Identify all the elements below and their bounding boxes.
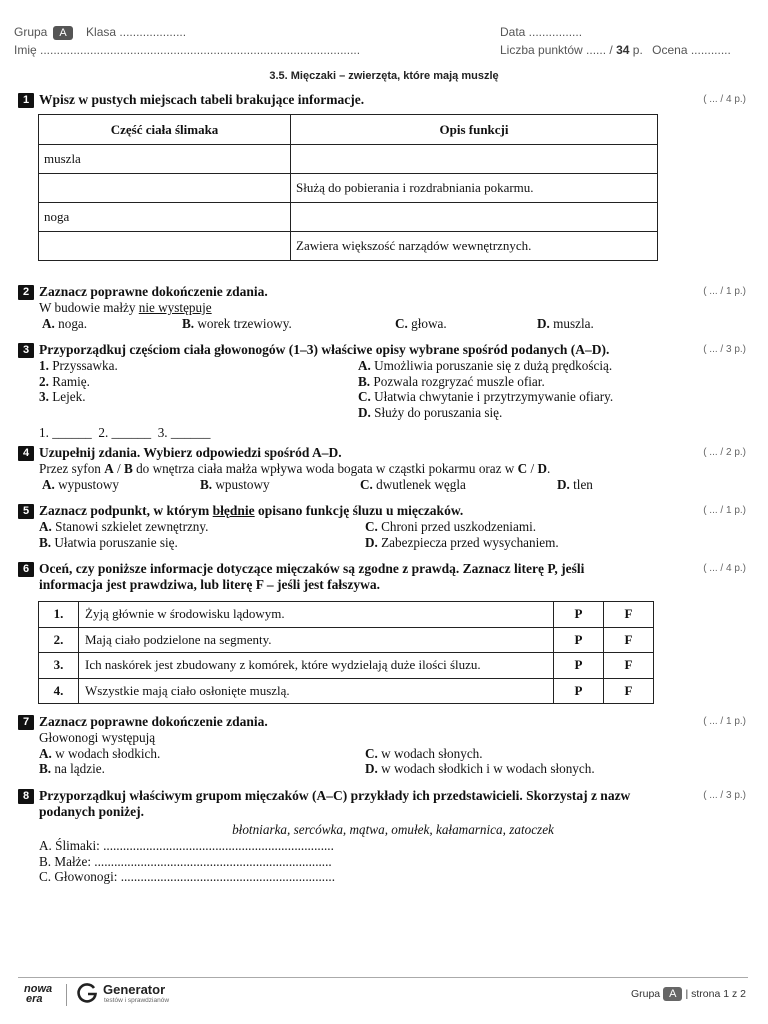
task-stem [39, 300, 748, 316]
task-stem: Głowonogi występują [39, 730, 156, 745]
option-b: B. wpustowy [200, 476, 270, 492]
false-option[interactable]: F [604, 653, 654, 679]
stem-underlined: nie występuje [138, 300, 212, 315]
table-row [39, 678, 654, 704]
option-d[interactable]: D. muszla. [537, 315, 594, 331]
task-points: ( ... / 2 p.) [703, 447, 746, 458]
task-points: ( ... / 3 p.) [703, 344, 746, 355]
task-number: 6 [18, 562, 34, 577]
table-row [39, 145, 658, 174]
choice-c[interactable]: C [517, 461, 528, 476]
true-option[interactable]: P [554, 678, 604, 704]
row-number: 1. [39, 602, 79, 628]
option-a[interactable]: A. w wodach słodkich. [39, 745, 161, 761]
options-row [39, 535, 748, 551]
task-instruction: Oceń, czy poniższe informacje dotyczące mięczaków są zgodne z prawdą. Zaznacz literę P, jeśli informacja jest prawdziwa, lub literę F – jeśli jest fałszywa. [39, 561, 585, 592]
table-cell: noga [39, 203, 291, 232]
snail-parts-table [38, 114, 658, 261]
matching-row [39, 374, 748, 390]
task-number: 7 [18, 715, 34, 730]
nowa-era-logo: nowa era [24, 983, 53, 1005]
options-row [39, 761, 748, 777]
false-option[interactable]: F [604, 678, 654, 704]
part-item: 2. Ramię. [39, 373, 90, 389]
task-points: ( ... / 1 p.) [703, 505, 746, 516]
task-8 [18, 788, 748, 885]
answer-cell[interactable] [291, 145, 658, 174]
row-number: 4. [39, 678, 79, 704]
task-points: ( ... / 4 p.) [703, 94, 746, 105]
task-instruction: Przyporządkuj właściwym grupom mięczaków (A–C) przykłady ich przedstawicieli. Skorzystaj z nazw podanych poniżej. [39, 788, 631, 819]
options-row [39, 746, 748, 762]
table-cell: Zawiera większość narządów wewnętrznych. [291, 232, 658, 261]
page-title: 3.5. Mięczaki – zwierzęta, które mają muszlę [269, 70, 499, 82]
task-3 [18, 342, 748, 441]
table-row [39, 627, 654, 653]
table-row [39, 602, 654, 628]
points-field [500, 43, 731, 57]
points-total: 34 [616, 43, 630, 57]
option-b[interactable]: B. na lądzie. [39, 761, 105, 776]
option-a: A. wypustowy [42, 476, 119, 492]
task-2 [18, 284, 748, 331]
false-option[interactable]: F [604, 627, 654, 653]
answer-line-c[interactable]: C. Głowonogi: ................................................................. [39, 869, 335, 884]
statement: Żyją głównie w środowisku lądowym. [79, 602, 554, 628]
task-number: 1 [18, 93, 34, 108]
description-item: D. Służy do poruszania się. [358, 404, 503, 420]
task-1 [18, 92, 748, 108]
task-points: ( ... / 3 p.) [703, 790, 746, 801]
task-number: 2 [18, 285, 34, 300]
group-field [14, 25, 186, 40]
option-b[interactable]: B. worek trzewiowy. [182, 315, 292, 331]
table-header: Część ciała ślimaka [39, 115, 291, 145]
option-a[interactable]: A. noga. [42, 315, 88, 331]
table-cell: Służą do pobierania i rozdrabniania pokarmu. [291, 174, 658, 203]
false-option[interactable]: F [604, 602, 654, 628]
footer-divider [18, 977, 748, 978]
part-item: 3. Lejek. [39, 389, 86, 404]
table-row [39, 174, 658, 203]
choice-b[interactable]: B [123, 461, 133, 476]
answer-line-b[interactable]: B. Małże: ........................................................................ [39, 853, 332, 869]
group-badge: A [53, 26, 72, 40]
footer-group-badge: A [663, 987, 682, 1001]
true-option[interactable]: P [554, 627, 604, 653]
table-header: Opis funkcji [291, 115, 658, 145]
task-6 [18, 561, 748, 593]
points-suffix: p. [632, 43, 643, 57]
row-number: 2. [39, 627, 79, 653]
table-row [39, 232, 658, 261]
task-5 [18, 503, 748, 550]
choice-a[interactable]: A [104, 461, 114, 476]
option-b[interactable]: B. Ułatwia poruszanie się. [39, 534, 178, 550]
task-number: 5 [18, 504, 34, 519]
task-4 [18, 445, 748, 492]
task-instruction: Przyporządkuj częściom ciała głowonogów (1–3) właściwe opisy wybrane spośród podanych (A–D). [39, 342, 610, 357]
task-instruction: Zaznacz podpunkt, w którym błędnie opisano funkcję śluzu u mięczaków. [39, 503, 464, 518]
options-row [39, 477, 748, 493]
choice-d[interactable]: D [537, 461, 547, 476]
answer-cell[interactable] [39, 232, 291, 261]
statement: Ich naskórek jest zbudowany z komórek, które wydzielają duże ilości śluzu. [79, 653, 554, 679]
true-option[interactable]: P [554, 602, 604, 628]
task-number: 8 [18, 789, 34, 804]
task-7 [18, 714, 748, 777]
answer-cell[interactable] [291, 203, 658, 232]
description-item: C. Ułatwia chwytanie i przytrzymywanie ofiary. [358, 389, 614, 404]
task-sentence: Przez syfon A / B do wnętrza ciała małża wpływa woda bogata w cząstki pokarmu oraz w C / D. [39, 461, 551, 476]
statement: Wszystkie mają ciało osłonięte muszlą. [79, 678, 554, 704]
true-option[interactable]: P [554, 653, 604, 679]
description-item: B. Pozwala rozgryzać muszle ofiar. [358, 373, 545, 389]
true-false-table [38, 601, 654, 704]
answer-cell[interactable] [39, 174, 291, 203]
table-cell: muszla [39, 145, 291, 174]
options-row [39, 519, 748, 535]
option-d: D. tlen [557, 476, 593, 492]
name-field[interactable]: Imię ................................................................................................ [14, 43, 361, 57]
option-c: C. dwutlenek węgla [360, 476, 466, 492]
task-number: 4 [18, 446, 34, 461]
answer-line-a[interactable]: A. Ślimaki: ...................................................................... [39, 838, 334, 853]
option-c[interactable]: C. w wodach słonych. [365, 745, 483, 761]
grade-field[interactable]: Ocena ............ [652, 43, 731, 57]
matching-row [39, 358, 748, 374]
stem-text: W budowie małży [39, 300, 136, 315]
task-points: ( ... / 4 p.) [703, 563, 746, 574]
table-row [39, 653, 654, 679]
date-field[interactable]: Data ................ [500, 25, 583, 39]
generator-logo-icon [76, 982, 98, 1004]
option-a[interactable]: A. Stanowi szkielet zewnętrzny. [39, 519, 209, 534]
generator-title: Generator [103, 982, 166, 997]
species-names: błotniarka, sercówka, mątwa, omułek, kałamarnica, zatoczek [232, 822, 554, 837]
group-label: Grupa [14, 25, 48, 39]
row-number: 3. [39, 653, 79, 679]
task-instruction: Uzupełnij zdania. Wybierz odpowiedzi spośród A–D. [39, 445, 342, 460]
task-instruction: Wpisz w pustych miejscach tabeli brakujące informacje. [39, 92, 365, 107]
matching-row [39, 405, 748, 421]
task-points: ( ... / 1 p.) [703, 286, 746, 297]
statement: Mają ciało podzielone na segmenty. [79, 627, 554, 653]
page-info: Grupa A | strona 1 z 2 [630, 988, 746, 1000]
options-row [39, 316, 748, 332]
generator-subtitle: testów i sprawdzianów [104, 997, 170, 1004]
points-label[interactable]: Liczba punktów ...... / [500, 43, 613, 57]
answer-blanks[interactable]: 1. ______ 2. ______ 3. ______ [39, 425, 211, 440]
task-number: 3 [18, 343, 34, 358]
option-c[interactable]: C. głowa. [395, 315, 447, 331]
option-c[interactable]: C. Chroni przed uszkodzeniami. [365, 519, 537, 534]
option-d[interactable]: D. Zabezpiecza przed wysychaniem. [365, 534, 559, 550]
task-instruction: Zaznacz poprawne dokończenie zdania. [39, 284, 268, 299]
part-item: 1. Przyssawka. [39, 358, 118, 373]
option-d[interactable]: D. w wodach słodkich i w wodach słonych. [365, 761, 595, 776]
description-item: A. Umożliwia poruszanie się z dużą prędkością. [358, 358, 613, 373]
page-number: | strona 1 z 2 [685, 988, 746, 1000]
table-row [39, 203, 658, 232]
task-instruction: Zaznacz poprawne dokończenie zdania. [39, 714, 268, 729]
matching-row [39, 389, 748, 405]
logo-separator [66, 984, 67, 1006]
task-points: ( ... / 1 p.) [703, 716, 746, 727]
class-field[interactable]: Klasa .................... [86, 25, 187, 39]
